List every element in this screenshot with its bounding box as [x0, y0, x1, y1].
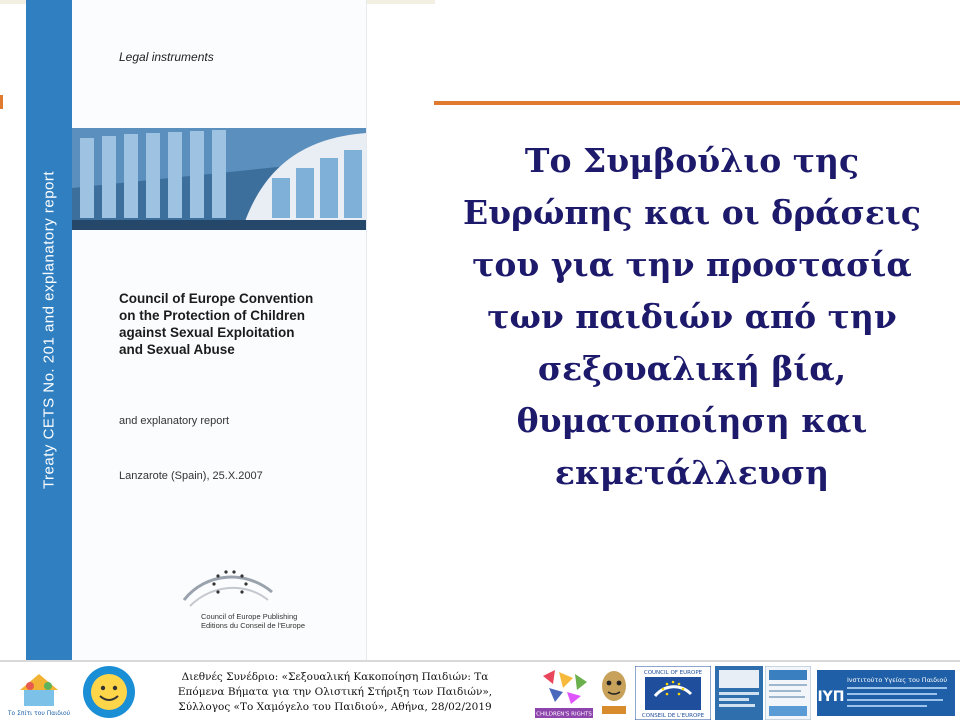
footer-line: Σύλλογος «Το Χαμόγελο του Παιδιού», Αθήνα, 28/02/2019 [178, 701, 492, 713]
headline-line: Το Συμβούλιο της [524, 141, 860, 180]
publication-thumbnail-icon [715, 666, 763, 720]
coe-bottom-text: CONSEIL DE L'EUROPE [641, 713, 705, 719]
slide-headline [434, 135, 950, 499]
headline-line: θυματοποίηση και [516, 401, 868, 440]
footer-conference-text [150, 670, 520, 715]
publication-thumbnail-icon [765, 666, 811, 720]
footer-line: Διεθνές Συνέδριο: «Σεξουαλική Κακοποίηση Παιδιών: Τα [181, 671, 489, 683]
headline-line: των παιδιών από την [487, 297, 897, 336]
childrens-rights-logo-icon [533, 668, 595, 720]
cover-title-line: against Sexual Exploitation [119, 325, 295, 340]
convention-cover-image [26, 0, 366, 664]
iyp-title: Ινστιτούτο Υγείας του Παιδιού [847, 676, 948, 684]
smile-of-child-logo-icon [78, 664, 140, 720]
child-health-institute-logo-icon [817, 670, 955, 716]
building-photo [72, 128, 366, 230]
spine-text: Treaty CETS No. 201 and explanatory report [40, 170, 58, 490]
house-logo-text: Το Σπίτι του Παιδιού [8, 710, 70, 717]
publisher-line: Council of Europe Publishing [201, 612, 298, 621]
cover-title-line: on the Protection of Children [119, 308, 305, 323]
left-accent-mark [0, 95, 3, 109]
orange-divider [434, 101, 960, 105]
headline-line: εκμετάλλευση [554, 453, 830, 492]
publisher-line: Editions du Conseil de l'Europe [201, 621, 305, 630]
headline-line: Ευρώπης και οι δράσεις [462, 193, 921, 232]
iyp-mark: ΙΥΠ [817, 689, 845, 705]
coe-top-text: COUNCIL OF EUROPE [643, 670, 703, 676]
cover-title-line: and Sexual Abuse [119, 342, 235, 357]
cover-title [119, 290, 359, 358]
cover-subtitle: and explanatory report [119, 415, 230, 427]
headline-line: του για την προστασία [472, 245, 912, 284]
council-of-europe-logo-icon [176, 562, 276, 612]
mask-logo-icon [598, 668, 630, 720]
cover-title-line: Council of Europe Convention [119, 291, 314, 306]
footer-line: Επόμενα Βήματα για την Ολιστική Στήριξη των Παιδιών», [177, 686, 493, 698]
publisher-text [201, 612, 305, 630]
cover-place-date: Lanzarote (Spain), 25.X.2007 [119, 470, 263, 482]
childrens-rights-text: CHILDREN'S RIGHTS [536, 711, 592, 718]
house-logo-icon [8, 666, 70, 718]
cover-spine [26, 0, 72, 664]
council-of-europe-flag-logo-icon [635, 666, 711, 720]
headline-line: σεξουαλική βία, [537, 349, 847, 388]
series-label: Legal instruments [119, 50, 214, 64]
slide-footer [0, 660, 960, 722]
